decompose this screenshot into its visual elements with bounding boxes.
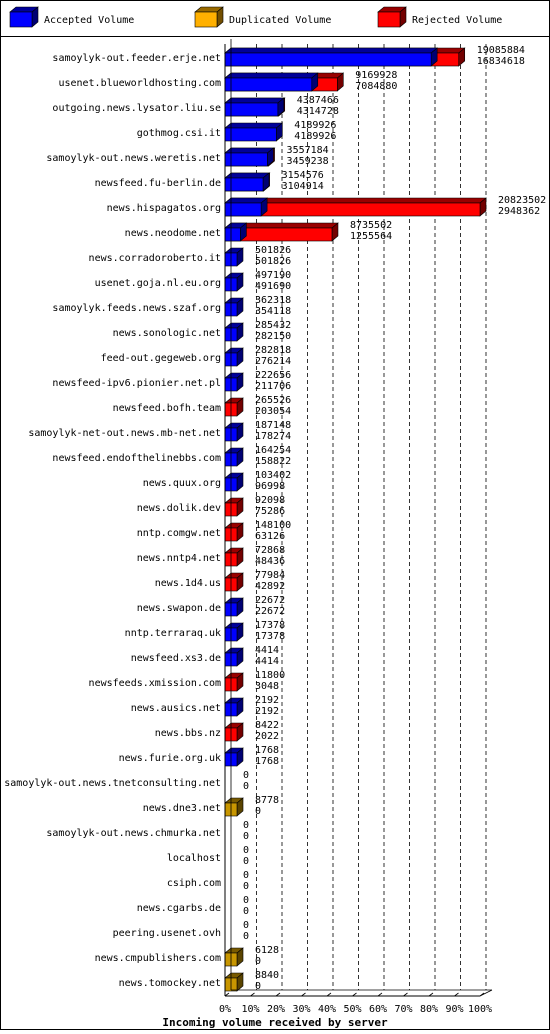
bar-small bbox=[225, 798, 243, 816]
value-label-total: 164254 bbox=[255, 445, 292, 456]
value-label-total: 148100 bbox=[255, 520, 292, 531]
bar-row bbox=[46, 145, 328, 167]
value-label-total: 0 bbox=[243, 820, 250, 831]
category-label: news.corradoroberto.it bbox=[88, 253, 221, 264]
bar-row bbox=[143, 795, 279, 817]
bar-row bbox=[95, 170, 324, 192]
value-label-total: 2192 bbox=[255, 695, 280, 706]
bar-row bbox=[52, 370, 291, 392]
x-tick-label: 100% bbox=[467, 1004, 493, 1015]
bar-row bbox=[119, 970, 279, 992]
value-label-total: 497190 bbox=[255, 270, 292, 281]
value-label-total: 187148 bbox=[255, 420, 292, 431]
bar-row bbox=[137, 495, 285, 517]
x-tick-label: 20% bbox=[266, 1004, 286, 1015]
bar-small bbox=[225, 423, 243, 441]
value-label-total: 0 bbox=[243, 845, 250, 856]
category-label: news.dolik.dev bbox=[136, 503, 221, 514]
bar-small bbox=[225, 948, 243, 966]
bar-row bbox=[89, 245, 292, 267]
bar-row bbox=[167, 870, 249, 892]
bar-small bbox=[225, 698, 243, 716]
value-label-accepted: 0 bbox=[243, 781, 250, 792]
value-label-total: 3557184 bbox=[286, 145, 329, 156]
bar-accepted bbox=[225, 98, 284, 116]
legend-swatch bbox=[195, 7, 223, 27]
bar-row bbox=[28, 420, 291, 442]
bar-small bbox=[225, 473, 243, 491]
bar-row bbox=[131, 645, 279, 667]
bar-row bbox=[137, 120, 337, 142]
value-label-total: 4189926 bbox=[294, 120, 337, 131]
category-label: news.neodome.net bbox=[124, 228, 221, 239]
legend-swatch bbox=[378, 7, 406, 27]
bar-small bbox=[225, 623, 243, 641]
value-label-total: 11800 bbox=[255, 670, 286, 681]
category-label: news.hispagatos.org bbox=[106, 203, 221, 214]
bar-row bbox=[58, 70, 397, 92]
category-label: samoylyk.feeds.news.szaf.org bbox=[52, 303, 221, 314]
category-label: feed-out.gegeweb.org bbox=[100, 353, 221, 364]
value-label-accepted: 203054 bbox=[255, 406, 292, 417]
bar-row bbox=[113, 320, 292, 342]
value-label-total: 103402 bbox=[255, 470, 292, 481]
bar-row bbox=[4, 770, 249, 792]
category-label: usenet.goja.nl.eu.org bbox=[94, 278, 221, 289]
value-label-accepted: 0 bbox=[243, 881, 250, 892]
bar-small bbox=[225, 973, 243, 991]
value-label-accepted: 63126 bbox=[255, 531, 286, 542]
bar-small bbox=[225, 573, 243, 591]
legend-swatch bbox=[10, 7, 38, 27]
bar-row bbox=[155, 570, 285, 592]
value-label-accepted: 2192 bbox=[255, 706, 280, 717]
category-label: newsfeed-ipv6.pionier.net.pl bbox=[52, 378, 221, 389]
bar-row bbox=[155, 720, 279, 742]
x-tick-label: 50% bbox=[343, 1004, 362, 1015]
x-tick-label: 30% bbox=[292, 1004, 311, 1015]
category-label: news.cgarbs.de bbox=[136, 903, 221, 914]
value-label-total: 9169928 bbox=[355, 70, 398, 81]
bar-small bbox=[225, 498, 243, 516]
value-label-accepted: 48436 bbox=[255, 556, 286, 567]
legend-entry bbox=[10, 7, 134, 27]
value-label-total: 362318 bbox=[255, 295, 292, 306]
bar-small bbox=[225, 373, 243, 391]
value-label-accepted: 1255564 bbox=[349, 231, 393, 242]
value-label-accepted: 0 bbox=[243, 931, 250, 942]
value-label-accepted: 178274 bbox=[255, 431, 292, 442]
value-label-accepted: 282150 bbox=[255, 331, 292, 342]
category-label: news.swapon.de bbox=[136, 603, 221, 614]
value-label-total: 285432 bbox=[255, 320, 292, 331]
bar-row bbox=[52, 295, 291, 317]
category-label: peering.usenet.ovh bbox=[112, 928, 221, 939]
category-label: newsfeed.fu-berlin.de bbox=[94, 178, 221, 189]
bar-row bbox=[95, 945, 280, 967]
value-label-total: 72868 bbox=[255, 545, 286, 556]
category-label: nntp.terraraq.uk bbox=[124, 628, 221, 639]
bar-small bbox=[225, 398, 243, 416]
category-label: news.nntp4.net bbox=[136, 553, 221, 564]
value-label-accepted: 4414 bbox=[255, 656, 280, 667]
value-label-accepted: 0 bbox=[243, 831, 250, 842]
category-label: news.sonologic.net bbox=[112, 328, 221, 339]
bar-row bbox=[101, 345, 292, 367]
bar-small bbox=[225, 298, 243, 316]
bar-row bbox=[52, 445, 291, 467]
bar-row bbox=[131, 695, 279, 717]
category-label: outgoing.news.lysator.liu.se bbox=[52, 103, 221, 114]
bar-small bbox=[225, 273, 243, 291]
value-label-accepted: 354118 bbox=[255, 306, 292, 317]
value-label-accepted: 4314728 bbox=[296, 106, 339, 117]
value-label-total: 0 bbox=[243, 895, 250, 906]
category-label: newsfeed.endofthelinebbs.com bbox=[52, 453, 221, 464]
x-tick-label: 60% bbox=[368, 1004, 388, 1015]
bar-row bbox=[137, 545, 285, 567]
value-label-total: 22672 bbox=[255, 595, 286, 606]
category-label: samoylyk-out.news.tnetconsulting.net bbox=[4, 778, 221, 789]
value-label-total: 501826 bbox=[255, 245, 292, 256]
value-label-accepted: 501826 bbox=[255, 256, 292, 267]
value-label-accepted: 96998 bbox=[255, 481, 286, 492]
bar-row bbox=[52, 45, 524, 67]
value-label-accepted: 211706 bbox=[255, 381, 292, 392]
category-label: samoylyk-out.news.chmurka.net bbox=[46, 828, 221, 839]
bar-row bbox=[52, 95, 338, 117]
bar-small bbox=[225, 748, 243, 766]
bar-row bbox=[113, 920, 249, 942]
value-label-total: 20823502 bbox=[498, 195, 547, 206]
x-tick-label: 40% bbox=[317, 1004, 337, 1015]
bar-small bbox=[225, 323, 243, 341]
bar-accepted bbox=[225, 148, 273, 166]
category-label: news.dne3.net bbox=[142, 803, 221, 814]
value-label-accepted: 7084880 bbox=[355, 81, 398, 92]
value-label-total: 282818 bbox=[255, 345, 292, 356]
value-label-accepted: 2022 bbox=[255, 731, 280, 742]
category-label: localhost bbox=[166, 853, 221, 864]
bars bbox=[4, 45, 546, 992]
category-label: usenet.blueworldhosting.com bbox=[58, 78, 221, 89]
value-label-accepted: 2948362 bbox=[498, 206, 541, 217]
value-label-total: 1768 bbox=[255, 745, 280, 756]
value-label-accepted: 4189926 bbox=[294, 131, 337, 142]
category-label: gothmog.csi.it bbox=[136, 128, 221, 139]
bar-row bbox=[167, 845, 249, 867]
value-label-total: 0 bbox=[243, 920, 250, 931]
bar-small bbox=[225, 723, 243, 741]
value-label-total: 8778 bbox=[255, 795, 280, 806]
value-label-accepted: 42892 bbox=[255, 581, 286, 592]
category-label: news.cmpublishers.com bbox=[94, 953, 221, 964]
x-tick-label: 0% bbox=[218, 1004, 232, 1015]
legend-label: Accepted Volume bbox=[44, 15, 135, 26]
legend-entry bbox=[378, 7, 502, 27]
value-label-accepted: 22672 bbox=[255, 606, 286, 617]
x-tick-label: 70% bbox=[394, 1004, 413, 1015]
category-label: newsfeeds.xmission.com bbox=[88, 678, 221, 689]
category-label: newsfeed.xs3.de bbox=[130, 653, 221, 664]
bar-small bbox=[225, 448, 243, 466]
value-label-accepted: 276214 bbox=[255, 356, 292, 367]
bar-small bbox=[225, 523, 243, 541]
value-label-total: 8840 bbox=[255, 970, 280, 981]
value-label-accepted: 0 bbox=[255, 981, 262, 992]
x-tick-label: 90% bbox=[445, 1004, 464, 1015]
bar-small bbox=[225, 248, 243, 266]
value-label-accepted: 1768 bbox=[255, 756, 280, 767]
legend-label: Duplicated Volume bbox=[229, 15, 332, 26]
category-label: news.tomockey.net bbox=[118, 978, 221, 989]
x-axis-label: Incoming volume received by server bbox=[162, 1016, 388, 1029]
bar-row bbox=[107, 195, 547, 217]
bar-accepted bbox=[225, 123, 282, 141]
category-label: csiph.com bbox=[166, 878, 221, 889]
legend bbox=[10, 7, 502, 27]
bar-small bbox=[225, 648, 243, 666]
value-label-accepted: 158822 bbox=[255, 456, 292, 467]
bar-small bbox=[225, 548, 243, 566]
value-label-total: 77984 bbox=[255, 570, 286, 581]
value-label-total: 4414 bbox=[255, 645, 280, 656]
category-label: samoylyk-out.feeder.erje.net bbox=[52, 53, 221, 64]
value-label-total: 0 bbox=[243, 870, 250, 881]
value-label-accepted: 0 bbox=[243, 906, 250, 917]
value-label-total: 4387466 bbox=[296, 95, 339, 106]
category-label: samoylyk-out.news.weretis.net bbox=[46, 153, 221, 164]
value-label-total: 19085884 bbox=[476, 45, 525, 56]
value-label-accepted: 3459238 bbox=[286, 156, 329, 167]
bar-row bbox=[125, 220, 392, 242]
bar-row bbox=[119, 745, 279, 767]
legend-entry bbox=[195, 7, 331, 27]
bar-row bbox=[89, 670, 286, 692]
bar-row bbox=[95, 270, 292, 292]
value-label-accepted: 75286 bbox=[255, 506, 286, 517]
category-label: nntp.comgw.net bbox=[136, 528, 221, 539]
category-label: newsfeed.bofh.team bbox=[112, 403, 221, 414]
bar-row bbox=[137, 520, 291, 542]
bar-accepted bbox=[225, 73, 318, 91]
bar-row bbox=[143, 470, 291, 492]
value-label-accepted: 3048 bbox=[255, 681, 280, 692]
category-label: samoylyk-net-out.news.mb-net.net bbox=[28, 428, 221, 439]
bar-small bbox=[225, 348, 243, 366]
bar-accepted bbox=[225, 48, 437, 66]
value-label-total: 0 bbox=[243, 770, 250, 781]
value-label-accepted: 491690 bbox=[255, 281, 292, 292]
value-label-total: 6128 bbox=[255, 945, 280, 956]
bar-small bbox=[225, 598, 243, 616]
value-label-total: 265526 bbox=[255, 395, 292, 406]
bar-row bbox=[137, 895, 249, 917]
category-label: news.quux.org bbox=[142, 478, 221, 489]
bar-accepted bbox=[225, 223, 246, 241]
x-tick-label: 10% bbox=[241, 1004, 260, 1015]
bar-accepted bbox=[225, 173, 269, 191]
category-label: news.furie.org.uk bbox=[118, 753, 221, 764]
category-label: news.bbs.nz bbox=[154, 728, 221, 739]
value-label-accepted: 0 bbox=[255, 956, 262, 967]
value-label-total: 3154576 bbox=[281, 170, 324, 181]
category-label: news.ausics.net bbox=[130, 703, 221, 714]
bar-small bbox=[225, 673, 243, 691]
value-label-total: 8422 bbox=[255, 720, 280, 731]
value-label-total: 222656 bbox=[255, 370, 292, 381]
bar-row bbox=[137, 595, 285, 617]
value-label-total: 8735502 bbox=[349, 220, 393, 231]
x-tick-label: 80% bbox=[419, 1004, 439, 1015]
bar-row bbox=[46, 820, 249, 842]
bar-row bbox=[113, 395, 292, 417]
bar-row bbox=[125, 620, 285, 642]
value-label-accepted: 0 bbox=[243, 856, 250, 867]
value-label-accepted: 17378 bbox=[255, 631, 286, 642]
category-label: news.1d4.us bbox=[154, 578, 221, 589]
value-label-accepted: 3104914 bbox=[281, 181, 324, 192]
legend-label: Rejected Volume bbox=[412, 15, 503, 26]
value-label-accepted: 0 bbox=[255, 806, 262, 817]
value-label-total: 17378 bbox=[255, 620, 286, 631]
value-label-total: 92098 bbox=[255, 495, 286, 506]
value-label-accepted: 16834618 bbox=[476, 56, 525, 67]
